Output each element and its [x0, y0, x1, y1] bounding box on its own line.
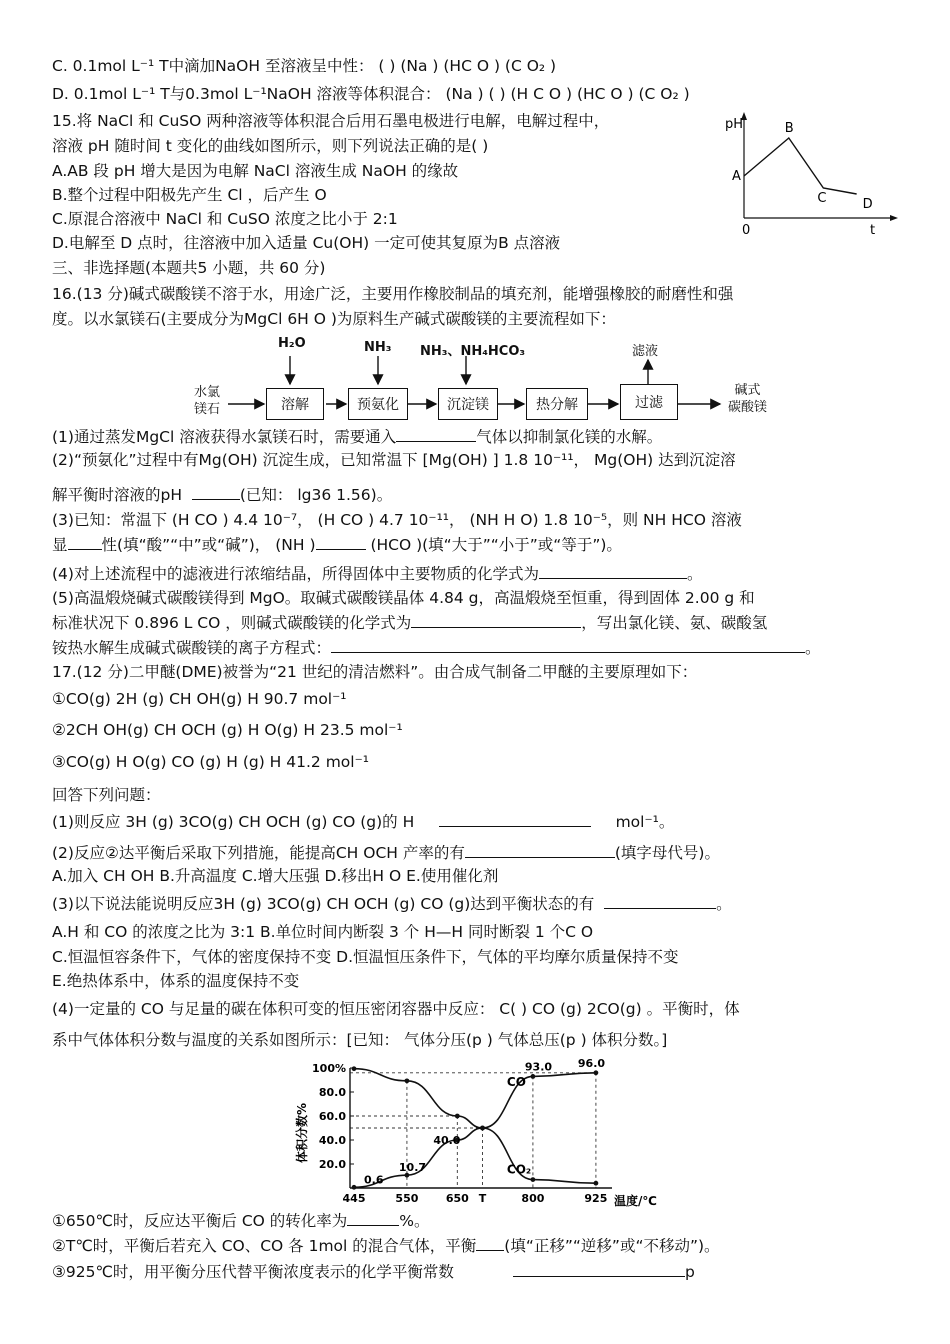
data-point [455, 1114, 460, 1119]
data-label: 93.0 [524, 1060, 553, 1074]
q17-3-options-ab: A.H 和 CO 的浓度之比为 3:1 B.单位时间内断裂 3 个 H—H 同时断裂 1 个C O [52, 923, 594, 941]
answer-blank-16-2[interactable] [192, 484, 240, 500]
q16-3-a: (3)已知：常温下 (H CO ) 4.4 10⁻⁷， (H CO ) 4.7 10⁻¹¹， (NH H O) 1.8 10⁻⁵，则 NH HCO 溶液 [52, 511, 742, 529]
flow-reagent-ammonia-bicarbonate: NH₃、NH₄HCO₃ [420, 344, 526, 359]
answer-blank-16-1[interactable] [396, 426, 476, 442]
answer-blank-16-4[interactable] [539, 563, 687, 579]
data-point [405, 1078, 410, 1083]
q16-1: (1)通过蒸发MgCl 溶液获得水氯镁石时，需要通入 气体以抑制氯化镁的水解。 [52, 428, 663, 446]
data-point [531, 1177, 536, 1182]
answer-blank-17-4-1[interactable] [347, 1210, 399, 1226]
q17-4-3: ③925℃时，用平衡分压代替平衡浓度表示的化学平衡常数 p [52, 1263, 695, 1281]
answer-blank-16-5a[interactable] [411, 612, 581, 628]
q16-stem-1: 16.(13 分)碱式碳酸镁不溶于水，用途广泛，主要用作橡胶制品的填充剂，能增强橡胶的耐磨性和强 [52, 285, 734, 303]
chart-y-tick: 60.0 [318, 1110, 346, 1123]
chart-x-tick: 800 [521, 1192, 545, 1205]
data-point [531, 1074, 536, 1079]
chart-x-label: 温度/℃ [614, 1194, 657, 1208]
q17-4-b: 系中气体体积分数与温度的关系如图所示：[已知： 气体分压(p ) 气体总压(p ) 体积分数。] [52, 1031, 668, 1049]
data-point [480, 1126, 485, 1131]
q16-2-b: 解平衡时溶液的pH (已知： lg36 1.56)。 [52, 486, 393, 504]
q15-stem-2: 溶液 pH 随时间 t 变化的曲线如图所示，则下列说法正确的是( ) [52, 137, 489, 155]
series-line-co [354, 1073, 596, 1187]
option-d-15prev: D. 0.1mol L⁻¹ T与0.3mol L⁻¹NaOH 溶液等体积混合： (Na ) ( ) (H C O ) (HC O ) (C O₂ ) [52, 85, 690, 103]
q17-2: (2)反应②达平衡后采取下列措施，能提高CH OCH 产率的有 (填字母代号)。 [52, 844, 720, 862]
answer-blank-17-2[interactable] [465, 842, 615, 858]
flow-step-dissolve: 溶解 [266, 388, 324, 420]
ph-origin: 0 [742, 223, 751, 238]
ph-y-label: pH [725, 117, 744, 132]
q17-3-options-cd: C.恒温恒容条件下，气体的密度保持不变 D.恒温恒压条件下，气体的平均摩尔质量保持不变 [52, 948, 679, 966]
series-line-co2 [354, 1069, 596, 1183]
q15-option-d: D.电解至 D 点时，往溶液中加入适量 Cu(OH) 一定可使其复原为B 点溶液 [52, 234, 561, 252]
chart-y-tick: 20.0 [318, 1158, 346, 1171]
chart-y-label: 体积分数% [295, 1102, 309, 1163]
chart-x-tick: 650 [445, 1192, 469, 1205]
q16-5-c: 铵热水解生成碱式碳酸镁的离子方程式： 。 [52, 639, 821, 657]
answer-blank-16-3b[interactable] [316, 534, 366, 550]
q17-4-2: ②T℃时，平衡后若充入 CO、CO 各 1mol 的混合气体，平衡 (填“正移”“逆移”或“不移动”)。 [52, 1237, 720, 1255]
data-label: 40.0 [433, 1134, 461, 1147]
q17-stem: 17.(12 分)二甲醚(DME)被誉为“21 世纪的清洁燃料”。由合成气制备二甲醚的主要原理如下： [52, 663, 698, 681]
data-point [594, 1181, 599, 1186]
answer-blank-16-3a[interactable] [68, 534, 102, 550]
q17-2-options: A.加入 CH OH B.升高温度 C.增大压强 D.移出H O E.使用催化剂 [52, 867, 499, 885]
q15-stem-1: 15.将 NaCl 和 CuSO 两种溶液等体积混合后用石墨电极进行电解，电解过程中， [52, 112, 610, 130]
answer-blank-16-5b[interactable] [331, 637, 805, 653]
q16-stem-2: 度。以水氯镁石(主要成分为MgCl 6H O )为原料生产碱式碳酸镁的主要流程如下： [52, 310, 616, 328]
ph-curve [744, 138, 857, 194]
flow-step-preammoniation: 预氨化 [348, 388, 408, 420]
data-point [594, 1070, 599, 1075]
q16-5-a: (5)高温煅烧碱式碳酸镁得到 MgO。取碱式碳酸镁晶体 4.84 g，高温煅烧至恒重，得到固体 2.00 g 和 [52, 589, 755, 607]
q17-4-1: ①650℃时，反应达平衡后 CO 的转化率为 %。 [52, 1212, 430, 1230]
chart-y-tick: 80.0 [318, 1086, 346, 1099]
flow-reagent-ammonia: NH₃ [364, 340, 392, 355]
q16-5-b: 标准状况下 0.896 L CO ，则碱式碳酸镁的化学式为 ，写出氯化镁、氨、碳酸氢 [52, 614, 768, 632]
flow-input: 水氯 镁石 [194, 385, 221, 417]
series-label-co: CO [506, 1075, 526, 1089]
series-label-co2: CO₂ [506, 1162, 532, 1177]
q16-3-b: 显 性(填“酸”“中”或“碱”)， (NH ) (HCO )(填“大于”“小于”或“等于”)。 [52, 536, 622, 554]
q16-4: (4)对上述流程中的滤液进行浓缩结晶，所得固体中主要物质的化学式为 。 [52, 565, 703, 583]
data-label: 10.7 [398, 1161, 427, 1175]
ph-x-label: t [870, 223, 876, 238]
flow-filtrate: 滤液 [632, 344, 659, 359]
flow-step-precipitate: 沉淀镁 [438, 388, 498, 420]
section-three-title: 三、非选择题(本题共5 小题，共 60 分) [52, 259, 326, 277]
data-label: 96.0 [577, 1058, 606, 1070]
q17-4-a: (4)一定量的 CO 与足量的碳在体积可变的恒压密闭容器中反应： C( ) CO (g) 2CO(g) 。平衡时，体 [52, 1000, 740, 1018]
ph-point-d: D [862, 197, 873, 212]
flow-step-filter: 过滤 [620, 384, 678, 420]
flow-product: 碱式 碳酸镁 [728, 383, 768, 415]
data-point [352, 1066, 357, 1071]
q15-option-a: A.AB 段 pH 增大是因为电解 NaCl 溶液生成 NaOH 的缘故 [52, 162, 459, 180]
ph-time-graph [722, 108, 900, 238]
volume-fraction-chart [292, 1058, 682, 1208]
chart-x-tick: 550 [395, 1192, 419, 1205]
answer-blank-17-4-3[interactable] [513, 1261, 685, 1277]
answer-blank-17-3[interactable] [604, 893, 716, 909]
q17-reaction-3: ③CO(g) H O(g) CO (g) H (g) H 41.2 mol⁻¹ [52, 753, 369, 771]
chart-x-tick: 445 [342, 1192, 366, 1205]
arrow-right-icon [890, 215, 898, 221]
chart-x-tick: 925 [584, 1192, 608, 1205]
q17-prompt: 回答下列问题： [52, 786, 161, 804]
q17-reaction-2: ②2CH OH(g) CH OCH (g) H O(g) H 23.5 mol⁻¹ [52, 721, 403, 739]
flow-diagram [180, 336, 780, 426]
chart-y-tick: 100% [312, 1062, 346, 1075]
data-point [352, 1185, 357, 1190]
ph-point-b: B [784, 121, 794, 136]
answer-blank-17-1[interactable] [439, 811, 591, 827]
q15-option-c: C.原混合溶液中 NaCl 和 CuSO 浓度之比小于 2:1 [52, 210, 398, 228]
q15-option-b: B.整个过程中阳极先产生 Cl ，后产生 O [52, 186, 327, 204]
option-c-15prev: C. 0.1mol L⁻¹ T中滴加NaOH 至溶液呈中性： ( ) (Na ) (HC O ) (C O₂ ) [52, 57, 557, 75]
q17-1: (1)则反应 3H (g) 3CO(g) CH OCH (g) CO (g)的 H mol⁻¹。 [52, 813, 675, 831]
data-label: 0.6 [364, 1173, 384, 1187]
chart-y-tick: 40.0 [318, 1134, 346, 1147]
chart-x-tick: T [478, 1192, 487, 1205]
flow-reagent-water: H₂O [278, 336, 306, 351]
ph-point-c: C [817, 191, 827, 206]
q17-reaction-1: ①CO(g) 2H (g) CH OH(g) H 90.7 mol⁻¹ [52, 690, 347, 708]
ph-point-a: A [732, 169, 741, 184]
q16-2-a: (2)“预氨化”过程中有Mg(OH) 沉淀生成，已知常温下 [Mg(OH) ] 1.8 10⁻¹¹， Mg(OH) 达到沉淀溶 [52, 451, 736, 469]
q17-3-option-e: E.绝热体系中，体系的温度保持不变 [52, 972, 300, 990]
answer-blank-17-4-2[interactable] [476, 1235, 504, 1251]
q17-3: (3)以下说法能说明反应3H (g) 3CO(g) CH OCH (g) CO (g)达到平衡状态的有 。 [52, 895, 732, 913]
flow-step-pyrolysis: 热分解 [526, 388, 588, 420]
